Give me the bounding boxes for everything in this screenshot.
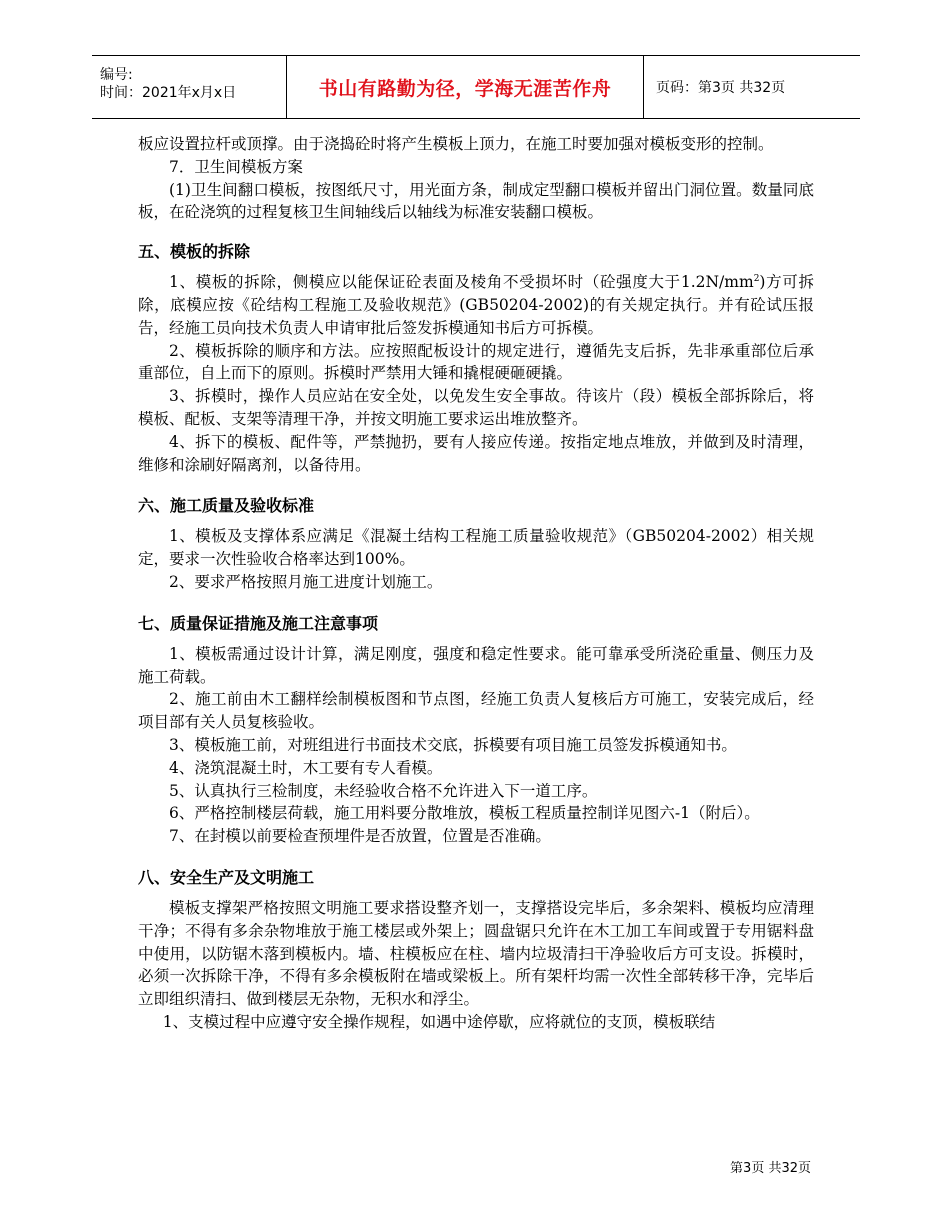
section-heading-7: 七、质量保证措施及施工注意事项 xyxy=(138,613,379,633)
section-heading-8: 八、安全生产及文明施工 xyxy=(138,867,315,887)
paragraph: 7、在封模以前要检查预埋件是否放置，位置是否准确。 xyxy=(169,827,551,846)
paragraph: 1、模板及支撑体系应满足《混凝土结构工程施工质量验收规范》（GB50204-2002）相关规定，要求一次性验收合格率达到100%。 xyxy=(138,527,814,569)
document-body xyxy=(138,133,814,1034)
paragraph: (1)卫生间翻口模板，按图纸尺寸，用光面方条，制成定型翻口模板并留出门洞位置。数量同底板，在砼浇筑的过程复核卫生间轴线后以轴线为标准安装翻口模板。 xyxy=(138,180,814,222)
header-meta-cell xyxy=(92,56,287,118)
header-page-cell xyxy=(644,56,872,118)
paragraph: 1、模板需通过设计计算，满足刚度，强度和稳定性要求。能可靠承受所浇砼重量、侧压力及施工荷载。 xyxy=(138,644,814,686)
paragraph-text: )方可拆除，底模应按《砼结构工程施工及验收规范》(GB50204-2002)的有关规定执行。并有砼试压报告，经施工员向技术负责人申请审批后签发拆模通知书后方可拆模。 xyxy=(138,273,814,337)
paragraph: 4、拆下的模板、配件等，严禁抛扔，要有人接应传递。按指定地点堆放，并做到及时清理，维修和涂刷好隔离剂，以备待用。 xyxy=(138,432,814,474)
paragraph: 板应设置拉杆或顶撑。由于浇捣砼时将产生模板上顶力，在施工时要加强对模板变形的控制。 xyxy=(138,135,774,153)
paragraph: 6、严格控制楼层荷载，施工用料要分散堆放，模板工程质量控制详见图六-1（附后）。 xyxy=(169,804,760,823)
paragraph: 3、模板施工前，对班组进行书面技术交底，拆模要有项目施工员签发拆模通知书。 xyxy=(169,735,737,754)
header-motto: 书山有路勤为径，学海无涯苦作舟 xyxy=(318,77,612,100)
paragraph: 模板支撑架严格按照文明施工要求搭设整齐划一，支撑搭设完毕后，多余架料、模板均应清理干净；不得有多余杂物堆放于施工楼层或外架上；圆盘锯只允许在木工加工车间或置于专用锯料盘中使用，以防锯木落到模板内。墙、柱模板应在柱、墙内垃圾清扫干净验收后方可支设。拆模时，必须一次拆除干净，不得有多余模板附在墙或梁板上。所有架杆均需一次性全部转移干净，完毕后立即组织清扫、做到楼层无杂物，无积水和浮尘。 xyxy=(138,898,814,1009)
header-page-info: 页码：第3页 共32页 xyxy=(656,80,786,96)
serial-label: 编号: xyxy=(100,67,133,83)
paragraph: 2、施工前由木工翻样绘制模板图和节点图，经施工负责人复核后方可施工，安装完成后，经项目部有关人员复核验收。 xyxy=(138,690,814,732)
section-heading-6: 六、施工质量及验收标准 xyxy=(138,496,315,516)
section-heading-5: 五、模板的拆除 xyxy=(138,242,251,262)
paragraph: 3、拆模时，操作人员应站在安全处，以免发生安全事故。待该片（段）模板全部拆除后，将模板、配板、支架等清理干净，并按文明施工要求运出堆放整齐。 xyxy=(138,387,814,428)
paragraph: 2、模板拆除的顺序和方法。应按照配板设计的规定进行，遵循先支后拆，先非承重部位后承重部位，自上而下的原则。拆模时严禁用大锤和撬棍硬砸硬撬。 xyxy=(138,341,814,383)
paragraph xyxy=(138,271,814,339)
paragraph: 7．卫生间模板方案 xyxy=(169,157,303,176)
page-footer: 第3页 共32页 xyxy=(730,1161,811,1176)
paragraph: 2、要求严格按照月施工进度计划施工。 xyxy=(169,572,443,591)
header-motto-cell xyxy=(287,56,644,118)
paragraph: 1、支模过程中应遵守安全操作规程，如遇中途停歇，应将就位的支顶，模板联结 xyxy=(162,1012,716,1031)
paragraph: 5、认真执行三检制度，未经验收合格不允许进入下一道工序。 xyxy=(169,781,598,800)
page-header xyxy=(92,55,860,119)
superscript: 2 xyxy=(753,274,760,285)
paragraph: 4、浇筑混凝土时，木工要有专人看模。 xyxy=(169,758,443,777)
time-label: 时间：2021年x月x日 xyxy=(100,85,237,101)
paragraph-text: 1、模板的拆除，侧模应以能保证砼表面及棱角不受损坏时（砼强度大于1.2N/mm xyxy=(169,273,754,292)
